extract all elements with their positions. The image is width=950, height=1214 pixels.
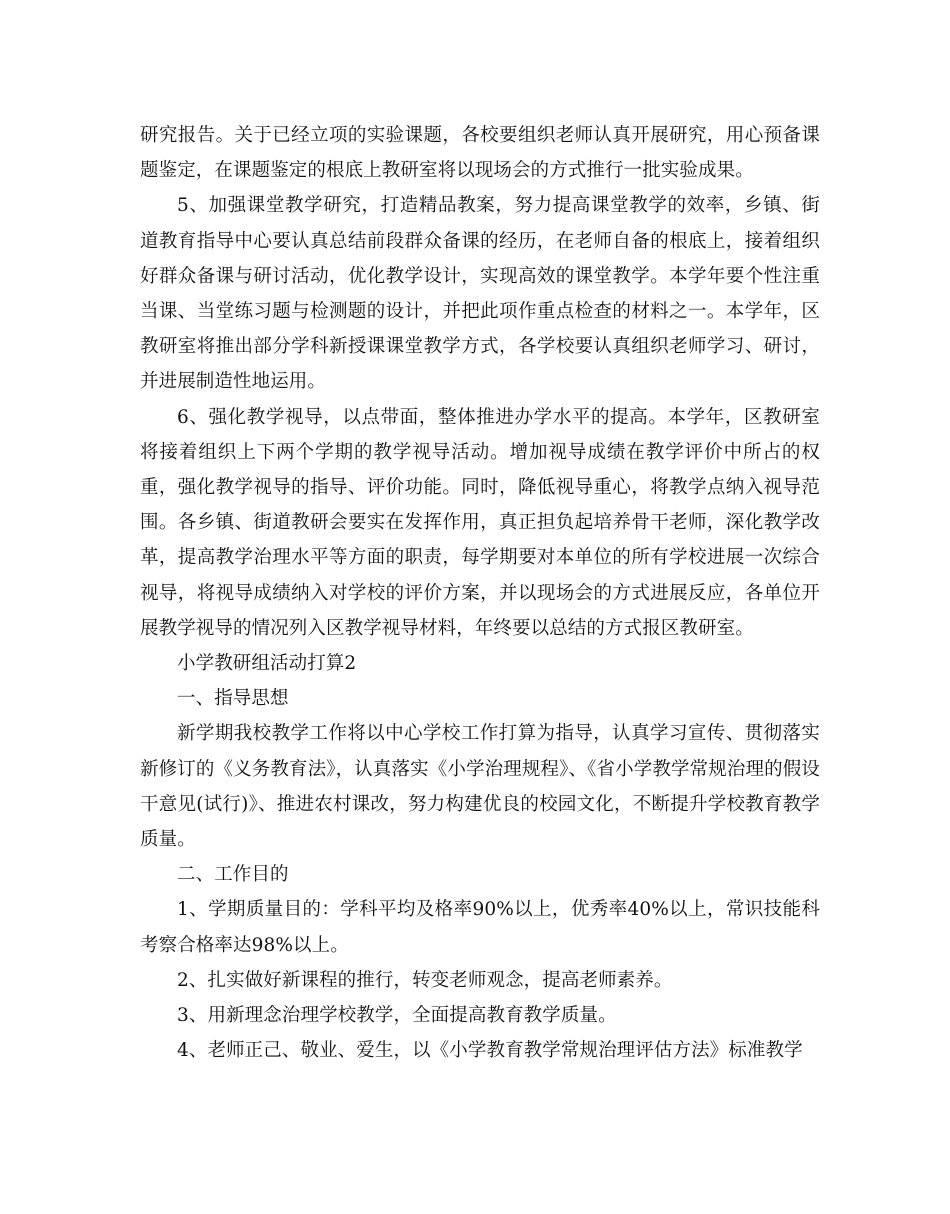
heading-guiding-thought: 一、指导思想: [177, 688, 289, 710]
paragraph-goal-3: 3、用新理念治理学校教学，全面提高教育教学质量。: [177, 1005, 617, 1027]
heading-work-goals: 二、工作目的: [177, 864, 289, 886]
paragraph-guiding-thought: 新学期我校教学工作将以中心学校工作打算为指导，认真学习宣传、贯彻落实新修订的《义务教育法》，认真落实《小学治理规程》、《省小学教学常规治理的假设干意见(试行)》、推进农村课改，努力构建优良的校园文化，不断提升学校教育教学质量。: [140, 723, 820, 851]
paragraph-goal-1: 1、学期质量目的：学科平均及格率90%以上，优秀率40%以上，常识技能科考察合格率达98%以上。: [140, 899, 820, 956]
paragraph-item-5: 5、加强课堂教学研究，打造精品教案，努力提高课堂教学的效率，乡镇、街道教育指导中心要认真总结前段群众备课的经历，在老师自备的根底上，接着组织好群众备课与研讨活动，优化教学设计，实现高效的课堂教学。本学年要个性注重当课、当堂练习题与检测题的设计，并把此项作重点检查的材料之一。本学年，区教研室将推出部分学科新授课课堂教学方式，各学校要认真组织老师学习、研讨，并进展制造性地运用。: [140, 195, 820, 393]
paragraph-item-6: 6、强化教学视导，以点带面，整体推进办学水平的提高。本学年，区教研室将接着组织上下两个学期的教学视导活动。增加视导成绩在教学评价中所占的权重，强化教学视导的指导、评价功能。同时，降低视导重心，将教学点纳入视导范围。各乡镇、街道教研会要实在发挥作用，真正担负起培养骨干老师，深化教学改革，提高教学治理水平等方面的职责，每学期要对本单位的所有学校进展一次综合视导，将视导成绩纳入对学校的评价方案，并以现场会的方式进展反应，各单位开展教学视导的情况列入区教学视导材料，年终要以总结的方式报区教研室。: [140, 406, 820, 639]
paragraph-goal-4: 4、老师正己、敬业、爱生，以《小学教育教学常规治理评估方法》标准教学: [177, 1040, 803, 1062]
paragraph-goal-2: 2、扎实做好新课程的推行，转变老师观念，提高老师素养。: [177, 969, 673, 991]
document-body: [140, 118, 820, 1068]
section-title-plan-2: 小学教研组活动打算2: [177, 653, 357, 675]
paragraph-research-report: 研究报告。关于已经立项的实验课题，各校要组织老师认真开展研究，用心预备课题鉴定，在课题鉴定的根底上教研室将以现场会的方式推行一批实验成果。: [140, 125, 820, 182]
